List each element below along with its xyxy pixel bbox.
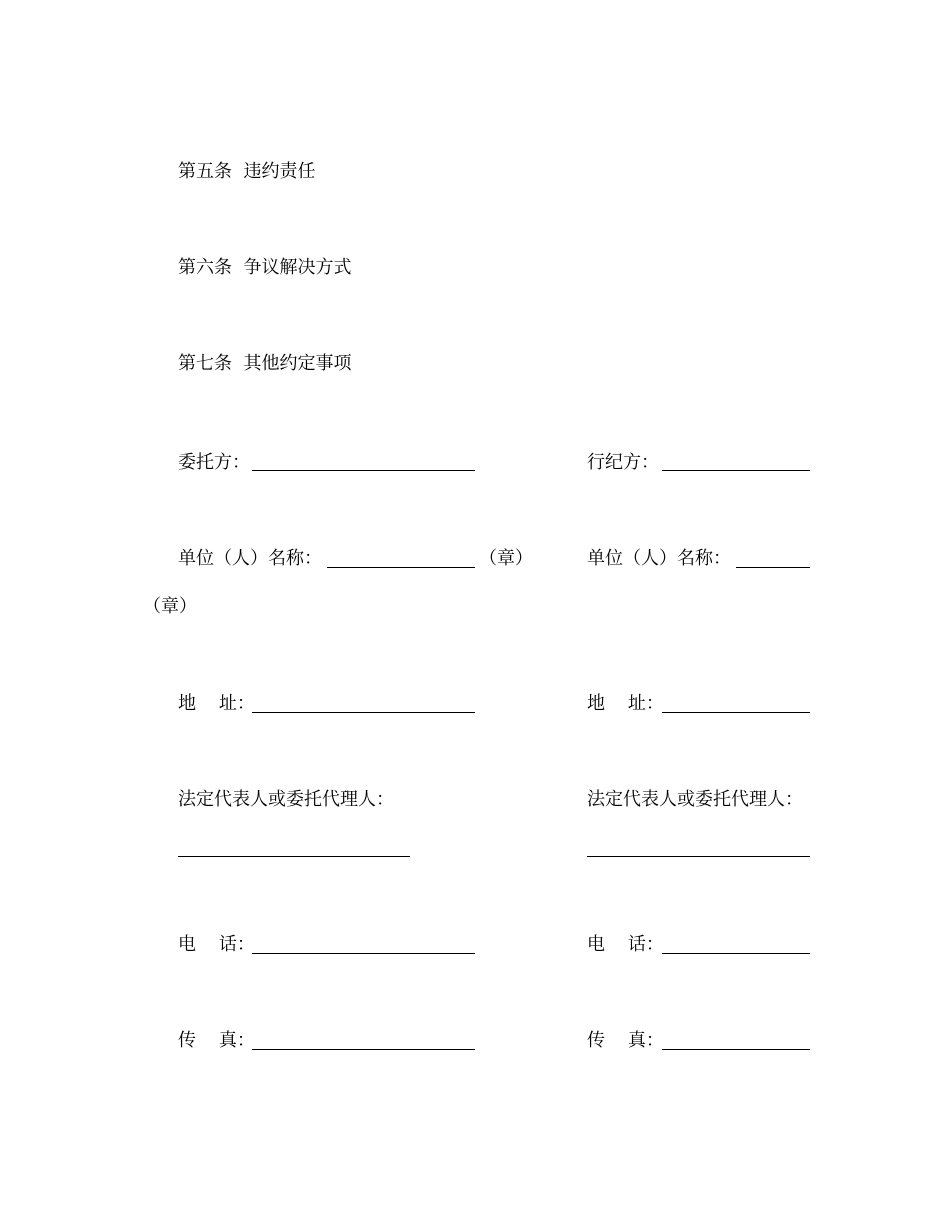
party-b-rep-label: 法定代表人或委托代理人： (587, 789, 803, 810)
party-b-phone-field[interactable] (662, 953, 810, 954)
party-a-unit-label: 单位（人）名称： (178, 548, 322, 569)
party-b-phone-label: 电 话： (587, 934, 664, 955)
party-b-seal-wrap: （章） (143, 596, 197, 617)
party-a-phone-field[interactable] (252, 953, 475, 954)
party-b-rep-field[interactable] (587, 856, 810, 857)
party-b-unit-field[interactable] (736, 567, 810, 568)
party-a-address-field[interactable] (252, 712, 475, 713)
party-a-role-label: 委托方： (178, 452, 250, 473)
party-b-fax-field[interactable] (662, 1049, 810, 1050)
party-b-address-field[interactable] (662, 712, 810, 713)
article-5-heading: 第五条 违约责任 (178, 161, 316, 182)
party-b-fax-label: 传 真： (587, 1030, 664, 1051)
party-a-seal-suffix: （章） (479, 548, 533, 569)
party-a-fax-label: 传 真： (178, 1030, 255, 1051)
party-b-unit-label: 单位（人）名称： (587, 548, 731, 569)
article-7-heading: 第七条 其他约定事项 (178, 353, 352, 374)
party-a-rep-field[interactable] (178, 856, 410, 857)
party-b-role-label: 行纪方： (587, 452, 659, 473)
party-b-role-field[interactable] (662, 470, 810, 471)
party-a-rep-label: 法定代表人或委托代理人： (178, 789, 394, 810)
party-a-unit-field[interactable] (327, 567, 475, 568)
party-a-phone-label: 电 话： (178, 934, 255, 955)
party-a-fax-field[interactable] (252, 1049, 475, 1050)
party-a-role-field[interactable] (252, 470, 475, 471)
party-b-address-label: 地 址： (587, 693, 664, 714)
article-6-heading: 第六条 争议解决方式 (178, 257, 352, 278)
party-a-address-label: 地 址： (178, 693, 255, 714)
